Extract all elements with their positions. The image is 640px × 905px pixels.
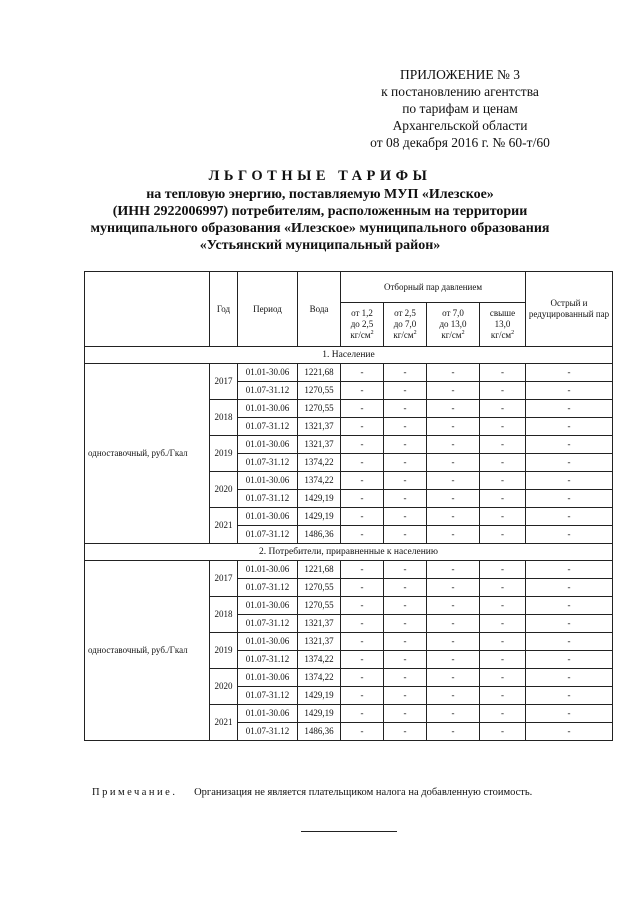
steam-tariff-cell: - xyxy=(341,436,384,454)
steam-tariff-cell: - xyxy=(427,669,480,687)
header-steam-col: от 7,0 до 13,0 $кг/см^2$ xyxy=(427,303,480,347)
steam-tariff-cell: - xyxy=(480,705,526,723)
title-line: (ИНН 2922006997) потребителям, расположенным на территории xyxy=(112,204,528,219)
period-cell: 01.01-30.06 xyxy=(238,705,298,723)
water-tariff-cell: 1321,37 xyxy=(298,436,341,454)
steam-tariff-cell: - xyxy=(480,490,526,508)
header-water: Вода xyxy=(298,272,341,347)
period-cell: 01.07-31.12 xyxy=(238,615,298,633)
water-tariff-cell: 1270,55 xyxy=(298,579,341,597)
water-tariff-cell: 1270,55 xyxy=(298,400,341,418)
steam-tariff-cell: - xyxy=(480,597,526,615)
header-steam-col: от 2,5 до 7,0 $кг/см^2$ xyxy=(384,303,427,347)
section-row xyxy=(85,544,613,561)
period-cell: 01.01-30.06 xyxy=(238,436,298,454)
steam-tariff-cell: - xyxy=(341,579,384,597)
steam-tariff-cell: - xyxy=(480,687,526,705)
steam-tariff-cell: - xyxy=(341,364,384,382)
steam-tariff-cell: - xyxy=(384,633,427,651)
steam-tariff-cell: - xyxy=(427,579,480,597)
steam-tariff-cell: - xyxy=(384,364,427,382)
steam-tariff-cell: - xyxy=(480,418,526,436)
sharp-steam-cell: - xyxy=(526,669,613,687)
steam-tariff-cell: - xyxy=(480,436,526,454)
header-steam-col: свыше 13,0 $кг/см^2$ xyxy=(480,303,526,347)
appendix-line: к постановлению агентства xyxy=(381,84,539,99)
category-cell: одноставочный, руб./Гкал xyxy=(85,561,210,741)
footnote-label: Примечание. xyxy=(92,787,178,798)
steam-tariff-cell: - xyxy=(341,472,384,490)
water-tariff-cell: 1270,55 xyxy=(298,597,341,615)
year-cell: 2021 xyxy=(210,705,238,741)
water-tariff-cell: 1321,37 xyxy=(298,633,341,651)
water-tariff-cell: 1429,19 xyxy=(298,687,341,705)
steam-tariff-cell: - xyxy=(384,382,427,400)
water-tariff-cell: 1321,37 xyxy=(298,615,341,633)
title-line: муниципального образования «Илезское» муниципального образования xyxy=(90,221,550,236)
sharp-steam-cell: - xyxy=(526,723,613,741)
sharp-steam-cell: - xyxy=(526,597,613,615)
water-tariff-cell: 1429,19 xyxy=(298,705,341,723)
header-period: Период xyxy=(238,272,298,347)
steam-tariff-cell: - xyxy=(341,490,384,508)
sharp-steam-cell: - xyxy=(526,364,613,382)
sharp-steam-cell: - xyxy=(526,490,613,508)
year-cell: 2017 xyxy=(210,561,238,597)
steam-tariff-cell: - xyxy=(480,508,526,526)
steam-tariff-cell: - xyxy=(384,490,427,508)
appendix-line: по тарифам и ценам xyxy=(402,101,518,116)
water-tariff-cell: 1374,22 xyxy=(298,669,341,687)
steam-tariff-cell: - xyxy=(480,615,526,633)
tariffs-body xyxy=(85,347,613,741)
steam-tariff-cell: - xyxy=(384,400,427,418)
sharp-steam-cell: - xyxy=(526,454,613,472)
year-cell: 2018 xyxy=(210,597,238,633)
period-cell: 01.01-30.06 xyxy=(238,633,298,651)
period-cell: 01.07-31.12 xyxy=(238,651,298,669)
appendix-line: ПРИЛОЖЕНИЕ № 3 xyxy=(399,67,521,82)
appendix-line: от 08 декабря 2016 г. № 60-т/60 xyxy=(370,135,550,150)
water-tariff-cell: 1221,68 xyxy=(298,561,341,579)
sharp-steam-cell: - xyxy=(526,508,613,526)
steam-tariff-cell: - xyxy=(480,364,526,382)
steam-tariff-cell: - xyxy=(341,651,384,669)
steam-tariff-cell: - xyxy=(384,669,427,687)
water-tariff-cell: 1486,36 xyxy=(298,723,341,741)
year-cell: 2018 xyxy=(210,400,238,436)
category-cell: одноставочный, руб./Гкал xyxy=(85,364,210,544)
steam-tariff-cell: - xyxy=(341,418,384,436)
year-cell: 2021 xyxy=(210,508,238,544)
steam-tariff-cell: - xyxy=(341,669,384,687)
steam-tariff-cell: - xyxy=(384,579,427,597)
period-cell: 01.07-31.12 xyxy=(238,687,298,705)
steam-tariff-cell: - xyxy=(427,615,480,633)
steam-tariff-cell: - xyxy=(384,472,427,490)
steam-tariff-cell: - xyxy=(480,400,526,418)
steam-tariff-cell: - xyxy=(341,597,384,615)
period-cell: 01.07-31.12 xyxy=(238,579,298,597)
steam-tariff-cell: - xyxy=(427,526,480,544)
steam-tariff-cell: - xyxy=(427,364,480,382)
year-cell: 2020 xyxy=(210,669,238,705)
steam-tariff-cell: - xyxy=(480,526,526,544)
document-title xyxy=(60,166,580,254)
steam-tariff-cell: - xyxy=(480,454,526,472)
steam-tariff-cell: - xyxy=(427,418,480,436)
header-steam: Отборный пар давлением xyxy=(341,272,526,303)
sharp-steam-cell: - xyxy=(526,526,613,544)
water-tariff-cell: 1374,22 xyxy=(298,651,341,669)
period-cell: 01.01-30.06 xyxy=(238,472,298,490)
steam-tariff-cell: - xyxy=(480,633,526,651)
period-cell: 01.01-30.06 xyxy=(238,364,298,382)
period-cell: 01.07-31.12 xyxy=(238,526,298,544)
steam-tariff-cell: - xyxy=(427,723,480,741)
steam-tariff-cell: - xyxy=(480,651,526,669)
steam-tariff-cell: - xyxy=(341,526,384,544)
steam-tariff-cell: - xyxy=(341,382,384,400)
appendix-line: Архангельской области xyxy=(392,118,528,133)
steam-tariff-cell: - xyxy=(480,669,526,687)
sharp-steam-cell: - xyxy=(526,561,613,579)
sharp-steam-cell: - xyxy=(526,382,613,400)
table-row xyxy=(85,364,613,382)
sharp-steam-cell: - xyxy=(526,687,613,705)
steam-tariff-cell: - xyxy=(480,561,526,579)
header-year: Год xyxy=(210,272,238,347)
main-title: ЛЬГОТНЫЕ ТАРИФЫ xyxy=(208,168,432,184)
water-tariff-cell: 1486,36 xyxy=(298,526,341,544)
steam-tariff-cell: - xyxy=(384,436,427,454)
steam-tariff-cell: - xyxy=(384,597,427,615)
steam-tariff-cell: - xyxy=(384,615,427,633)
water-tariff-cell: 1429,19 xyxy=(298,508,341,526)
sharp-steam-cell: - xyxy=(526,633,613,651)
steam-tariff-cell: - xyxy=(384,651,427,669)
closing-rule xyxy=(301,831,397,832)
period-cell: 01.01-30.06 xyxy=(238,561,298,579)
water-tariff-cell: 1374,22 xyxy=(298,454,341,472)
period-cell: 01.01-30.06 xyxy=(238,669,298,687)
section-title: 1. Население xyxy=(85,347,613,364)
sharp-steam-cell: - xyxy=(526,418,613,436)
steam-tariff-cell: - xyxy=(427,508,480,526)
steam-tariff-cell: - xyxy=(341,400,384,418)
header-steam-col: от 1,2 до 2,5 $кг/см^2$ xyxy=(341,303,384,347)
sharp-steam-cell: - xyxy=(526,579,613,597)
steam-tariff-cell: - xyxy=(480,579,526,597)
footnote xyxy=(92,787,612,798)
steam-tariff-cell: - xyxy=(427,705,480,723)
year-cell: 2017 xyxy=(210,364,238,400)
water-tariff-cell: 1429,19 xyxy=(298,490,341,508)
period-cell: 01.07-31.12 xyxy=(238,723,298,741)
title-line: «Устьянский муниципальный район» xyxy=(199,238,441,253)
steam-tariff-cell: - xyxy=(384,454,427,472)
year-cell: 2020 xyxy=(210,472,238,508)
water-tariff-cell: 1221,68 xyxy=(298,364,341,382)
sharp-steam-cell: - xyxy=(526,705,613,723)
steam-tariff-cell: - xyxy=(341,723,384,741)
period-cell: 01.01-30.06 xyxy=(238,597,298,615)
appendix-block xyxy=(330,66,590,151)
table-row xyxy=(85,561,613,579)
sharp-steam-cell: - xyxy=(526,400,613,418)
steam-tariff-cell: - xyxy=(427,454,480,472)
steam-tariff-cell: - xyxy=(384,723,427,741)
steam-tariff-cell: - xyxy=(341,633,384,651)
steam-tariff-cell: - xyxy=(480,723,526,741)
steam-tariff-cell: - xyxy=(341,687,384,705)
period-cell: 01.07-31.12 xyxy=(238,382,298,400)
period-cell: 01.07-31.12 xyxy=(238,454,298,472)
steam-tariff-cell: - xyxy=(341,454,384,472)
steam-tariff-cell: - xyxy=(341,561,384,579)
steam-tariff-cell: - xyxy=(427,472,480,490)
water-tariff-cell: 1374,22 xyxy=(298,472,341,490)
steam-tariff-cell: - xyxy=(480,382,526,400)
steam-tariff-cell: - xyxy=(341,615,384,633)
steam-tariff-cell: - xyxy=(427,561,480,579)
steam-tariff-cell: - xyxy=(427,436,480,454)
period-cell: 01.07-31.12 xyxy=(238,418,298,436)
period-cell: 01.01-30.06 xyxy=(238,508,298,526)
period-cell: 01.01-30.06 xyxy=(238,400,298,418)
steam-tariff-cell: - xyxy=(480,472,526,490)
steam-tariff-cell: - xyxy=(384,526,427,544)
sharp-steam-cell: - xyxy=(526,651,613,669)
steam-tariff-cell: - xyxy=(427,490,480,508)
water-tariff-cell: 1321,37 xyxy=(298,418,341,436)
section-row xyxy=(85,347,613,364)
water-tariff-cell: 1270,55 xyxy=(298,382,341,400)
sharp-steam-cell: - xyxy=(526,615,613,633)
steam-tariff-cell: - xyxy=(341,508,384,526)
steam-tariff-cell: - xyxy=(384,687,427,705)
steam-tariff-cell: - xyxy=(384,418,427,436)
steam-tariff-cell: - xyxy=(427,651,480,669)
steam-tariff-cell: - xyxy=(427,633,480,651)
steam-tariff-cell: - xyxy=(384,561,427,579)
tariffs-table xyxy=(84,271,613,741)
header-sharp-steam: Острый и редуцированный пар xyxy=(526,272,613,347)
steam-tariff-cell: - xyxy=(427,382,480,400)
steam-tariff-cell: - xyxy=(427,400,480,418)
sharp-steam-cell: - xyxy=(526,472,613,490)
header-category xyxy=(85,272,210,347)
footnote-text: Организация не является плательщиком налога на добавленную стоимость. xyxy=(194,787,533,798)
title-line: на тепловую энергию, поставляемую МУП «Илезское» xyxy=(146,187,494,202)
section-title: 2. Потребители, приравненные к населению xyxy=(85,544,613,561)
steam-tariff-cell: - xyxy=(427,687,480,705)
year-cell: 2019 xyxy=(210,633,238,669)
steam-tariff-cell: - xyxy=(384,508,427,526)
steam-tariff-cell: - xyxy=(384,705,427,723)
steam-tariff-cell: - xyxy=(341,705,384,723)
steam-tariff-cell: - xyxy=(427,597,480,615)
year-cell: 2019 xyxy=(210,436,238,472)
period-cell: 01.07-31.12 xyxy=(238,490,298,508)
sharp-steam-cell: - xyxy=(526,436,613,454)
